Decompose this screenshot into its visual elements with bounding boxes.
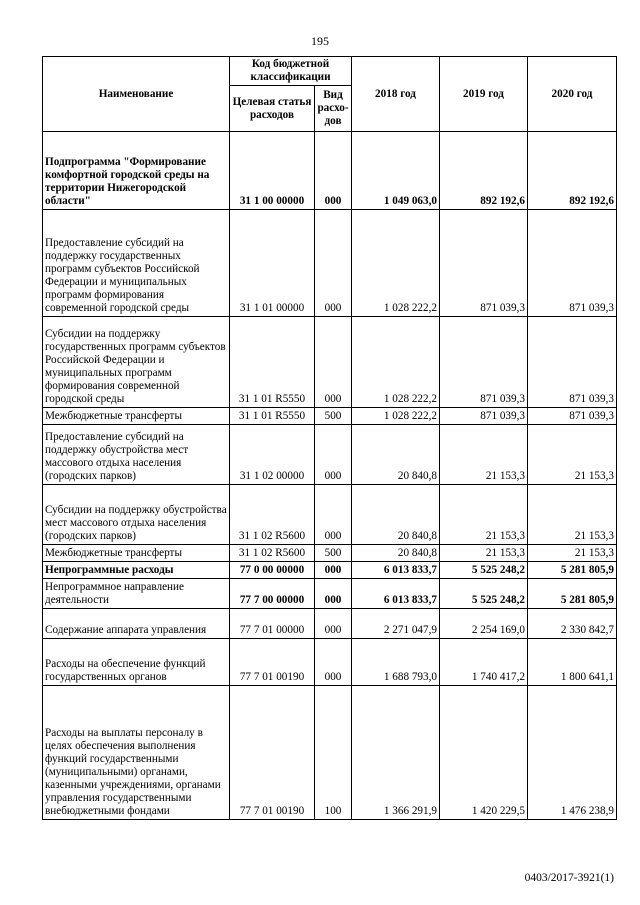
row-type: 000	[315, 609, 352, 639]
row-2019: 892 192,6	[440, 132, 528, 210]
row-name: Предоставление субсидий на поддержку государственных программ субъектов Российской Федерации и муниципальных программ формирования современной городской среды	[43, 210, 230, 317]
row-name: Расходы на выплаты персоналу в целях обеспечения выполнения функций государственными (муниципальными) органами, казенными учреждениями, органами управления государственными внебюджетными фондами	[43, 686, 230, 820]
table-row	[43, 686, 617, 820]
table-row	[43, 562, 617, 579]
row-name: Непрограммные расходы	[43, 562, 230, 579]
row-2018: 20 840,8	[352, 425, 440, 485]
row-type: 000	[315, 485, 352, 545]
row-2019: 1 420 229,5	[440, 686, 528, 820]
row-2019: 1 740 417,2	[440, 639, 528, 686]
row-type: 000	[315, 562, 352, 579]
header-name: Наименование	[43, 57, 230, 132]
row-code: 31 1 01 00000	[230, 210, 315, 317]
row-code: 31 1 02 R5600	[230, 545, 315, 562]
header-2020: 2020 год	[528, 57, 617, 132]
row-code: 77 7 01 00000	[230, 609, 315, 639]
row-code: 77 7 01 00190	[230, 686, 315, 820]
row-name: Непрограммное направление деятельности	[43, 579, 230, 609]
table-row	[43, 317, 617, 408]
row-type: 500	[315, 545, 352, 562]
row-2020: 21 153,3	[528, 545, 617, 562]
row-2018: 6 013 833,7	[352, 579, 440, 609]
row-2019: 871 039,3	[440, 408, 528, 425]
row-name: Субсидии на поддержку обустройства мест массового отдыха населения (городских парков)	[43, 485, 230, 545]
header-budget-code: Код бюджетной классификации	[230, 57, 352, 86]
row-2018: 1 028 222,2	[352, 210, 440, 317]
row-2020: 871 039,3	[528, 408, 617, 425]
table-row	[43, 485, 617, 545]
row-code: 31 1 01 R5550	[230, 408, 315, 425]
row-type: 000	[315, 317, 352, 408]
header-target-article: Целевая статья расходов	[230, 86, 315, 132]
header-2019: 2019 год	[440, 57, 528, 132]
row-2020: 21 153,3	[528, 425, 617, 485]
table-row	[43, 639, 617, 686]
table-row	[43, 579, 617, 609]
row-code: 31 1 02 R5600	[230, 485, 315, 545]
row-2019: 21 153,3	[440, 545, 528, 562]
row-2020: 5 281 805,9	[528, 562, 617, 579]
row-name: Содержание аппарата управления	[43, 609, 230, 639]
row-2020: 871 039,3	[528, 317, 617, 408]
row-2018: 20 840,8	[352, 545, 440, 562]
row-type: 000	[315, 210, 352, 317]
row-2018: 1 049 063,0	[352, 132, 440, 210]
row-name: Расходы на обеспечение функций государственных органов	[43, 639, 230, 686]
row-name: Межбюджетные трансферты	[43, 408, 230, 425]
row-2019: 871 039,3	[440, 210, 528, 317]
row-name: Предоставление субсидий на поддержку обустройства мест массового отдыха населения (городских парков)	[43, 425, 230, 485]
row-2019: 5 525 248,2	[440, 579, 528, 609]
header-expense-type: Вид расхо-дов	[315, 86, 352, 132]
row-type: 000	[315, 132, 352, 210]
row-2019: 5 525 248,2	[440, 562, 528, 579]
row-2020: 2 330 842,7	[528, 609, 617, 639]
row-2018: 2 271 047,9	[352, 609, 440, 639]
row-type: 500	[315, 408, 352, 425]
row-2018: 20 840,8	[352, 485, 440, 545]
document-code: 0403/2017-3921(1)	[524, 872, 614, 884]
row-2020: 1 800 641,1	[528, 639, 617, 686]
header-2018: 2018 год	[352, 57, 440, 132]
table-row	[43, 408, 617, 425]
row-type: 100	[315, 686, 352, 820]
row-2018: 1 028 222,2	[352, 317, 440, 408]
row-code: 31 1 01 R5550	[230, 317, 315, 408]
table-row	[43, 210, 617, 317]
row-2020: 892 192,6	[528, 132, 617, 210]
row-name: Подпрограмма "Формирование комфортной городской среды на территории Нижегородской области"	[43, 132, 230, 210]
row-code: 77 7 00 00000	[230, 579, 315, 609]
row-2018: 1 688 793,0	[352, 639, 440, 686]
row-2019: 21 153,3	[440, 485, 528, 545]
table-row	[43, 132, 617, 210]
row-2019: 21 153,3	[440, 425, 528, 485]
budget-table	[42, 56, 617, 820]
row-2020: 1 476 238,9	[528, 686, 617, 820]
row-code: 31 1 02 00000	[230, 425, 315, 485]
row-2020: 871 039,3	[528, 210, 617, 317]
row-2018: 1 028 222,2	[352, 408, 440, 425]
row-name: Межбюджетные трансферты	[43, 545, 230, 562]
row-name: Субсидии на поддержку государственных программ субъектов Российской Федерации и муниципальных программ формирования современной городской среды	[43, 317, 230, 408]
row-type: 000	[315, 639, 352, 686]
row-2020: 21 153,3	[528, 485, 617, 545]
row-2019: 2 254 169,0	[440, 609, 528, 639]
row-code: 77 0 00 00000	[230, 562, 315, 579]
table-row	[43, 609, 617, 639]
table-row	[43, 425, 617, 485]
row-type: 000	[315, 579, 352, 609]
row-code: 77 7 01 00190	[230, 639, 315, 686]
row-type: 000	[315, 425, 352, 485]
row-2018: 6 013 833,7	[352, 562, 440, 579]
table-row	[43, 545, 617, 562]
row-2018: 1 366 291,9	[352, 686, 440, 820]
page-number: 195	[311, 34, 329, 48]
row-2019: 871 039,3	[440, 317, 528, 408]
row-code: 31 1 00 00000	[230, 132, 315, 210]
row-2020: 5 281 805,9	[528, 579, 617, 609]
